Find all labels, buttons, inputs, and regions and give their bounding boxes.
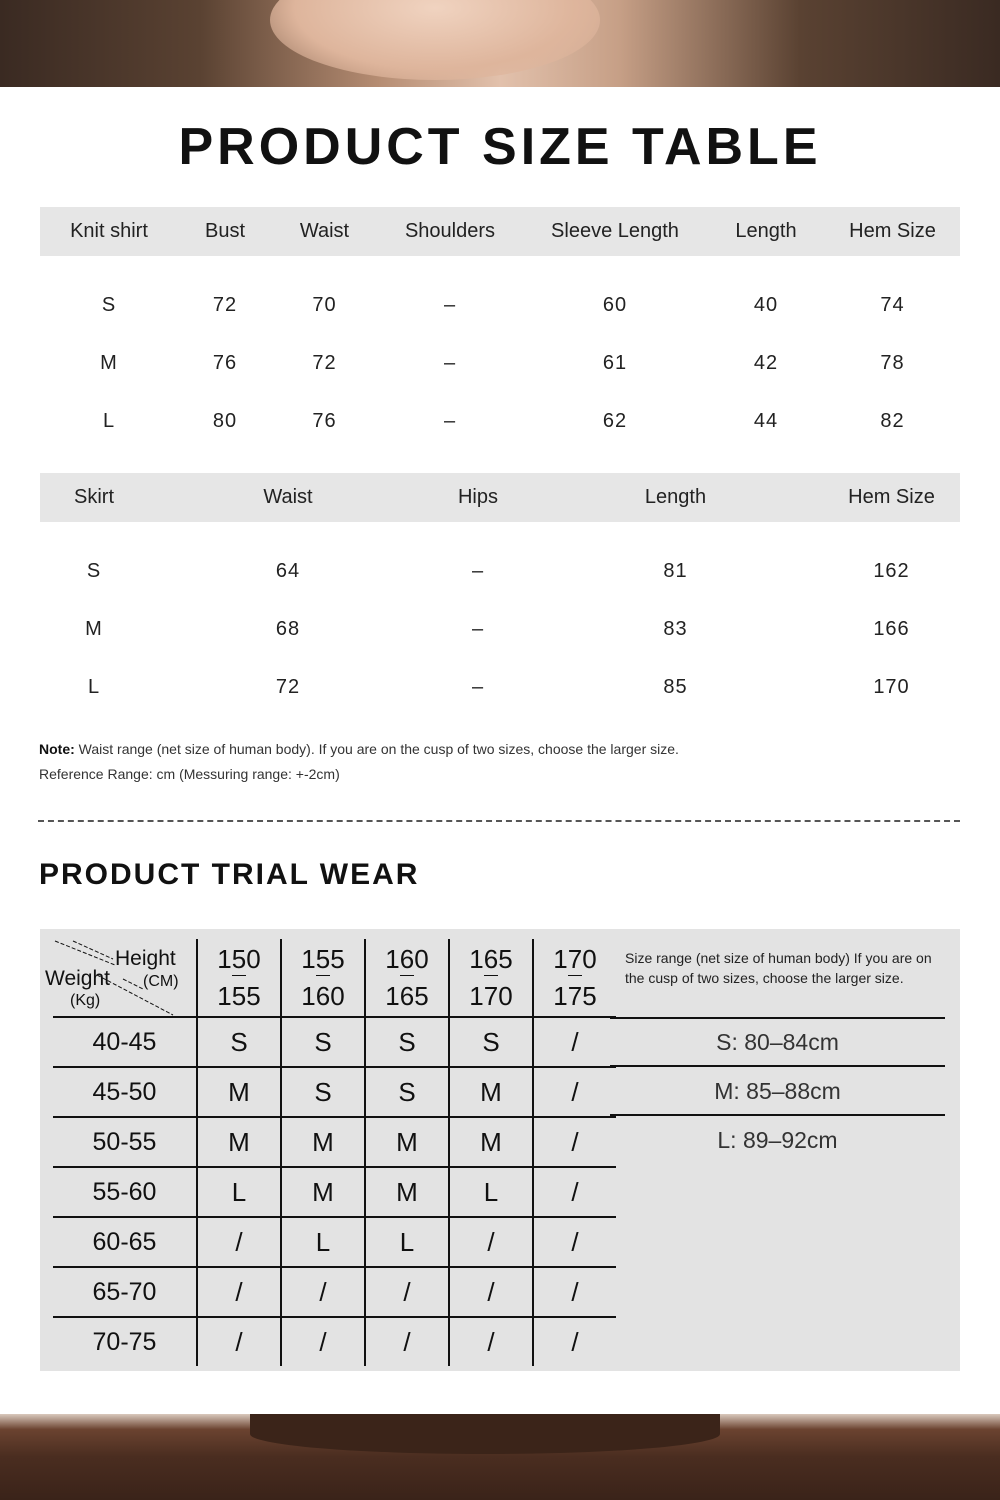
- value-cell: –: [471, 559, 485, 582]
- size-cell: L: [87, 675, 101, 698]
- size-cell: /: [533, 1267, 616, 1317]
- size-cell: /: [197, 1217, 281, 1267]
- height-to: 175: [553, 981, 597, 1011]
- table-row: [40, 392, 960, 450]
- size-cell: /: [281, 1317, 365, 1366]
- note-text: Waist range (net size of human body). If you are on the cusp of two sizes, choose the larger size.: [74, 741, 679, 757]
- skirt-header-cell: Skirt: [40, 473, 148, 522]
- size-cell: /: [197, 1267, 281, 1317]
- size-cell: M: [85, 617, 103, 640]
- size-cell: /: [533, 1067, 616, 1117]
- size-cell: L: [102, 409, 116, 432]
- table-row: [53, 1217, 616, 1267]
- value-cell: 42: [753, 351, 779, 374]
- height-from: 155: [301, 944, 345, 974]
- size-cell: L: [365, 1217, 449, 1267]
- weight-cell: 60-65: [53, 1217, 197, 1267]
- height-from: 150: [217, 944, 261, 974]
- weight-axis-label: Weight: [45, 967, 110, 990]
- size-cell: L: [197, 1167, 281, 1217]
- height-to: 165: [385, 981, 429, 1011]
- size-cell: /: [449, 1267, 533, 1317]
- size-note: [39, 737, 679, 787]
- dashed-divider: [38, 820, 960, 822]
- table-row: [53, 1067, 616, 1117]
- size-cell: /: [365, 1317, 449, 1366]
- value-cell: 44: [753, 409, 779, 432]
- value-cell: 40: [753, 293, 779, 316]
- size-cell: M: [365, 1117, 449, 1167]
- skirt-header-row: [40, 473, 960, 522]
- size-cell: /: [449, 1217, 533, 1267]
- knit-header-cell: Hem Size: [825, 207, 960, 256]
- range-separator: [568, 975, 582, 976]
- value-cell: 80: [212, 409, 238, 432]
- value-cell: 81: [663, 559, 688, 582]
- value-cell: –: [443, 409, 457, 432]
- trial-wear-table: [45, 939, 616, 1366]
- bust-range-m: M: 85–88cm: [714, 1078, 841, 1104]
- height-to: 155: [217, 981, 261, 1011]
- height-to: 170: [469, 981, 513, 1011]
- size-cell: L: [281, 1217, 365, 1267]
- bust-range-l: L: 89–92cm: [717, 1127, 838, 1153]
- size-cell: M: [281, 1167, 365, 1217]
- value-cell: 74: [880, 293, 905, 316]
- spacer: [40, 522, 960, 542]
- value-cell: 85: [663, 675, 688, 698]
- size-cell: S: [197, 1017, 281, 1067]
- bottom-photo-strip: [0, 1414, 1000, 1500]
- range-divider: [610, 1017, 945, 1019]
- range-separator: [232, 975, 246, 976]
- range-separator: [400, 975, 414, 976]
- knit-header-cell: Knit shirt: [40, 207, 178, 256]
- table-row: [53, 1167, 616, 1217]
- size-cell: S: [449, 1017, 533, 1067]
- size-cell: /: [533, 1217, 616, 1267]
- height-from: 165: [469, 944, 513, 974]
- skirt-header-cell: Hem Size: [823, 473, 960, 522]
- value-cell: 166: [873, 617, 910, 640]
- value-cell: 76: [312, 409, 337, 432]
- height-range-cell: [281, 939, 365, 1017]
- height-range-cell: [533, 939, 616, 1017]
- sweater-collar-photo: [250, 1414, 720, 1454]
- size-cell: M: [197, 1067, 281, 1117]
- size-cell: S: [101, 293, 117, 316]
- weight-cell: 55-60: [53, 1167, 197, 1217]
- trial-side-note: Size range (net size of human body) If you are on the cusp of two sizes, choose the larger size.: [625, 950, 932, 986]
- table-row: [53, 1317, 616, 1366]
- page-title: PRODUCT SIZE TABLE: [178, 118, 822, 176]
- knit-header-cell: Shoulders: [377, 207, 523, 256]
- size-cell: M: [100, 351, 118, 374]
- height-range-cell: [365, 939, 449, 1017]
- knit-shirt-size-table: [40, 207, 960, 450]
- knit-header-cell: Waist: [272, 207, 377, 256]
- note-line-2: Reference Range: cm (Messuring range: +-2cm): [39, 766, 340, 782]
- skirt-header-cell: Length: [528, 473, 823, 522]
- knit-header-cell: Bust: [178, 207, 272, 256]
- value-cell: 78: [880, 351, 905, 374]
- skirt-header-cell: Waist: [148, 473, 428, 522]
- size-cell: M: [449, 1117, 533, 1167]
- value-cell: 83: [663, 617, 688, 640]
- height-header-row: [53, 939, 616, 1017]
- knit-header-cell: Sleeve Length: [523, 207, 707, 256]
- value-cell: 61: [602, 351, 628, 374]
- value-cell: 82: [880, 409, 905, 432]
- knit-header-cell: Length: [707, 207, 825, 256]
- height-range-cell: [449, 939, 533, 1017]
- value-cell: 72: [312, 351, 337, 374]
- table-row: [40, 276, 960, 334]
- size-cell: /: [533, 1317, 616, 1366]
- range-divider: [610, 1114, 945, 1116]
- trial-wear-panel: [40, 929, 960, 1371]
- value-cell: 72: [212, 293, 238, 316]
- size-cell: /: [281, 1267, 365, 1317]
- size-cell: /: [365, 1267, 449, 1317]
- range-separator: [484, 975, 498, 976]
- table-row: [40, 542, 960, 600]
- corner-header-cell: [45, 939, 197, 1017]
- size-cell: M: [281, 1117, 365, 1167]
- value-cell: 70: [312, 293, 337, 316]
- size-cell: M: [197, 1117, 281, 1167]
- size-cell: S: [365, 1067, 449, 1117]
- range-divider: [610, 1065, 945, 1067]
- weight-cell: 65-70: [53, 1267, 197, 1317]
- value-cell: 64: [275, 559, 301, 582]
- size-cell: L: [449, 1167, 533, 1217]
- value-cell: –: [443, 351, 457, 374]
- value-cell: –: [471, 617, 485, 640]
- height-range-cell: [197, 939, 281, 1017]
- trial-section-title: PRODUCT TRIAL WEAR: [39, 858, 420, 891]
- height-from: 170: [553, 944, 597, 974]
- top-photo-strip: [0, 0, 1000, 87]
- table-row: [53, 1017, 616, 1067]
- height-axis-label: Height: [115, 947, 176, 970]
- size-cell: M: [449, 1067, 533, 1117]
- size-cell: S: [86, 559, 102, 582]
- size-cell: S: [365, 1017, 449, 1067]
- size-cell: /: [449, 1317, 533, 1366]
- height-unit-label: (CM): [143, 973, 179, 990]
- value-cell: 60: [602, 293, 628, 316]
- model-chin-photo: [270, 0, 600, 80]
- size-cell: /: [533, 1167, 616, 1217]
- size-cell: S: [281, 1017, 365, 1067]
- weight-cell: 45-50: [53, 1067, 197, 1117]
- table-row: [40, 600, 960, 658]
- table-row: [53, 1117, 616, 1167]
- value-cell: 162: [873, 559, 910, 582]
- note-label: Note:: [39, 741, 75, 757]
- value-cell: –: [471, 675, 485, 698]
- value-cell: 68: [275, 617, 301, 640]
- weight-unit-label: (Kg): [70, 992, 101, 1009]
- weight-cell: 40-45: [53, 1017, 197, 1067]
- knit-header-row: [40, 207, 960, 256]
- size-cell: M: [365, 1167, 449, 1217]
- value-cell: 170: [873, 675, 910, 698]
- weight-cell: 50-55: [53, 1117, 197, 1167]
- skirt-header-cell: Hips: [428, 473, 528, 522]
- table-row: [40, 334, 960, 392]
- weight-cell: 70-75: [92, 1327, 157, 1356]
- table-row: [53, 1267, 616, 1317]
- size-cell: /: [533, 1117, 616, 1167]
- value-cell: –: [443, 293, 457, 316]
- value-cell: 72: [275, 675, 301, 698]
- value-cell: 76: [212, 351, 238, 374]
- range-separator: [316, 975, 330, 976]
- size-cell: /: [197, 1317, 281, 1366]
- spacer: [40, 256, 960, 276]
- size-cell: S: [281, 1067, 365, 1117]
- value-cell: 62: [602, 409, 628, 432]
- skirt-size-table: [40, 473, 960, 716]
- bust-range-s: S: 80–84cm: [716, 1029, 839, 1055]
- note-line-1: [39, 737, 679, 762]
- height-to: 160: [301, 981, 345, 1011]
- size-cell: /: [533, 1017, 616, 1067]
- table-row: [40, 658, 960, 716]
- height-from: 160: [385, 944, 429, 974]
